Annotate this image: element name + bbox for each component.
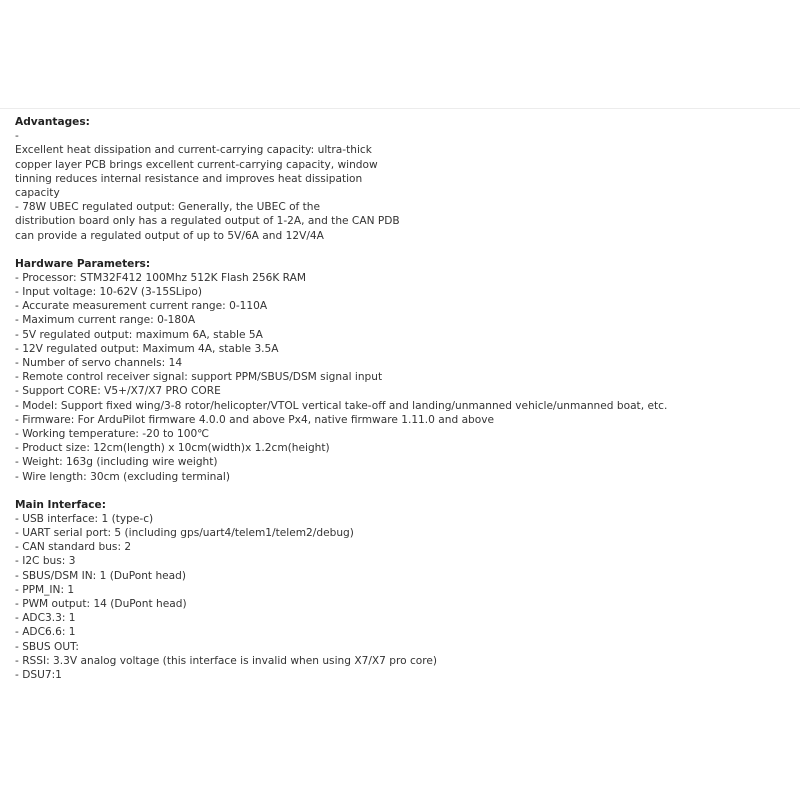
advantages-line: copper layer PCB brings excellent current-carrying capacity, window <box>15 158 378 171</box>
hardware-parameters-list <box>15 271 795 484</box>
hardware-parameter-item: - Firmware: For ArduPilot firmware 4.0.0 and above Px4, native firmware 1.11.0 and above <box>15 413 495 426</box>
interface-item: - USB interface: 1 (type-c) <box>15 512 154 525</box>
main-interface-list <box>15 512 795 682</box>
hardware-parameter-item: - Input voltage: 10-62V (3-15SLipo) <box>15 286 202 299</box>
advantages-list <box>15 129 795 243</box>
top-divider <box>0 108 800 109</box>
interface-item: - ADC3.3: 1 <box>15 612 76 625</box>
main-interface-heading: Main Interface: <box>15 498 106 511</box>
hardware-parameter-item: - Product size: 12cm(length) x 10cm(width)x 1.2cm(height) <box>15 442 330 455</box>
interface-item: - ADC6.6: 1 <box>15 626 76 639</box>
advantages-line: tinning reduces internal resistance and improves heat dissipation <box>15 172 363 185</box>
product-description <box>15 115 795 682</box>
advantages-line: Excellent heat dissipation and current-carrying capacity: ultra-thick <box>15 144 372 157</box>
advantages-line: - <box>15 130 19 143</box>
advantages-line: capacity <box>15 186 60 199</box>
hardware-parameters-heading: Hardware Parameters: <box>15 257 151 270</box>
interface-item: - DSU7:1 <box>15 668 62 681</box>
hardware-parameter-item: - Processor: STM32F412 100Mhz 512K Flash 256K RAM <box>15 271 306 284</box>
advantages-line: can provide a regulated output of up to 5V/6A and 12V/4A <box>15 229 324 242</box>
section-spacer <box>15 243 795 257</box>
interface-item: - UART serial port: 5 (including gps/uart4/telem1/telem2/debug) <box>15 527 354 540</box>
hardware-parameter-item: - Remote control receiver signal: support PPM/SBUS/DSM signal input <box>15 371 383 384</box>
hardware-parameter-item: - Accurate measurement current range: 0-110A <box>15 300 268 313</box>
hardware-parameter-item: - Working temperature: -20 to 100℃ <box>15 427 210 440</box>
hardware-parameter-item: - Wire length: 30cm (excluding terminal) <box>15 470 230 483</box>
hardware-parameter-item: - Model: Support fixed wing/3-8 rotor/helicopter/VTOL vertical take-off and landing/unmanned vehicle/unmanned boat, etc. <box>15 399 668 412</box>
hardware-parameter-item: - Number of servo channels: 14 <box>15 357 183 369</box>
interface-item: - CAN standard bus: 2 <box>15 541 132 554</box>
hardware-parameter-item: - Weight: 163g (including wire weight) <box>15 456 218 469</box>
interface-item: - SBUS OUT: <box>15 640 79 653</box>
advantages-line: - 78W UBEC regulated output: Generally, the UBEC of the <box>15 201 321 214</box>
interface-item: - PWM output: 14 (DuPont head) <box>15 598 187 610</box>
hardware-parameter-item: - 5V regulated output: maximum 6A, stable 5A <box>15 328 263 341</box>
hardware-parameter-item: - Maximum current range: 0-180A <box>15 314 196 327</box>
section-spacer <box>15 484 795 498</box>
hardware-parameter-item: - 12V regulated output: Maximum 4A, stable 3.5A <box>15 342 279 355</box>
interface-item: - RSSI: 3.3V analog voltage (this interface is invalid when using X7/X7 pro core) <box>15 654 438 667</box>
interface-item: - PPM_IN: 1 <box>15 583 75 596</box>
advantages-heading: Advantages: <box>15 116 90 128</box>
interface-item: - I2C bus: 3 <box>15 555 76 568</box>
interface-item: - SBUS/DSM IN: 1 (DuPont head) <box>15 569 187 582</box>
hardware-parameter-item: - Support CORE: V5+/X7/X7 PRO CORE <box>15 385 221 398</box>
advantages-line: distribution board only has a regulated output of 1-2A, and the CAN PDB <box>15 215 400 228</box>
